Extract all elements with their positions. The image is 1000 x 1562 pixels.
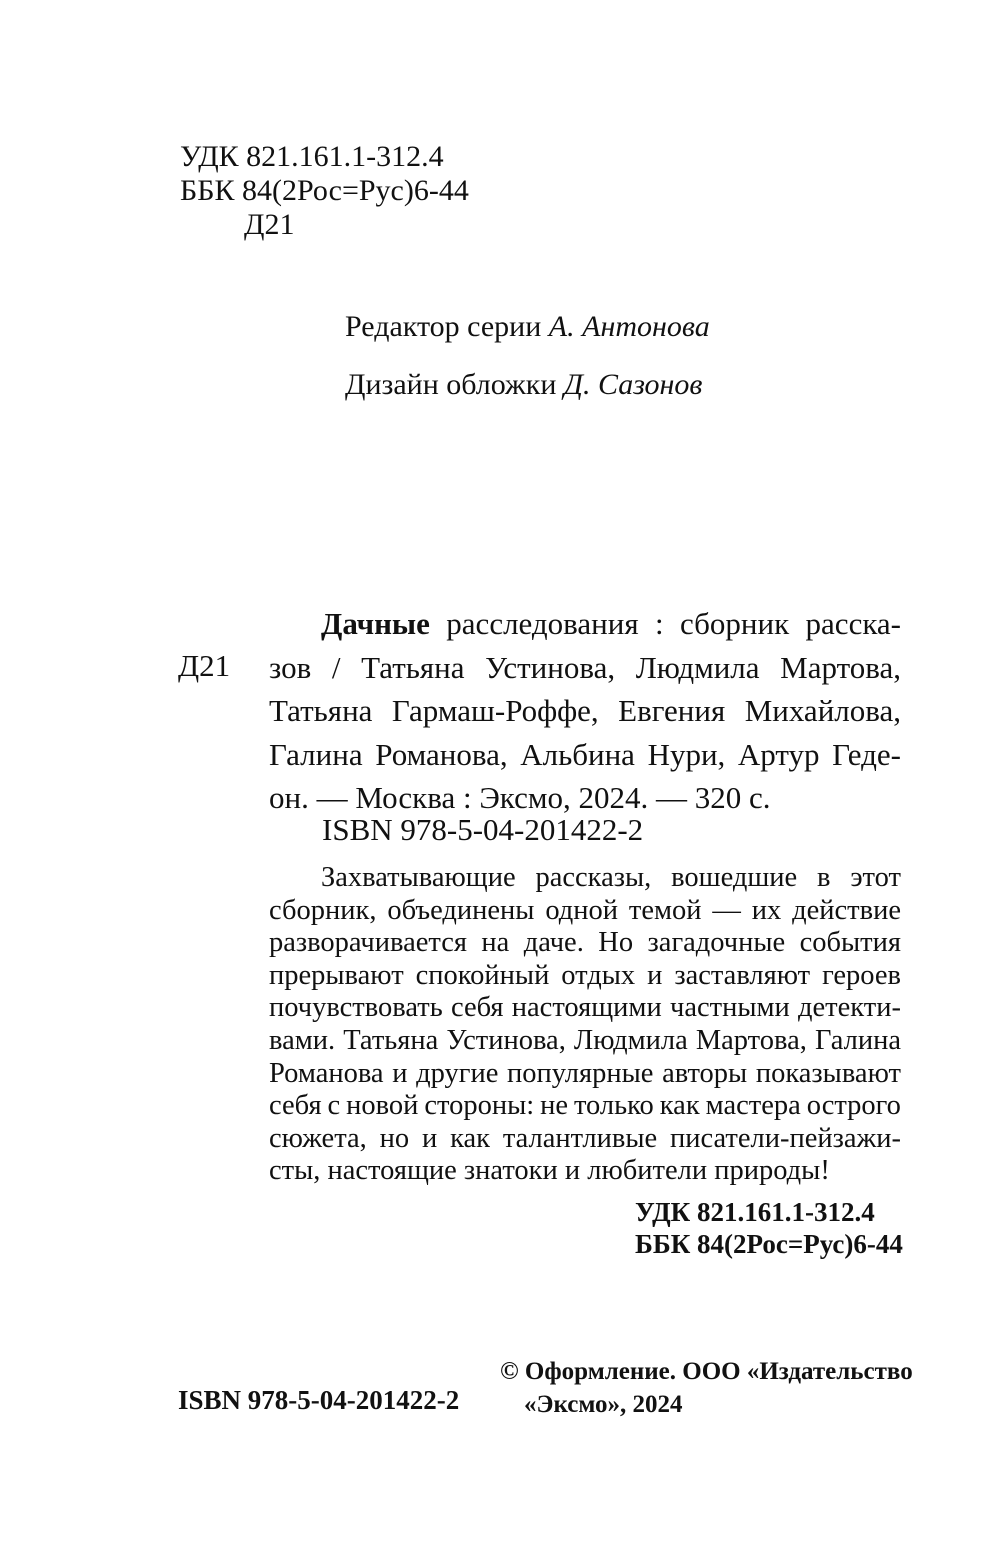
annotation-word: вошедшие [671,862,798,893]
copyright-notice [500,1355,913,1421]
annotation-line [269,862,901,895]
annotation-word: рассказы, [535,862,652,893]
annotation-word: даче. [523,927,584,959]
annotation-word: популярные [507,1057,654,1089]
series-editor-label: Редактор серии [345,310,542,343]
annotation-line [269,927,901,960]
annotation-word: вами. [269,1024,336,1056]
entry-word: расследования [446,606,639,641]
entry-line [269,602,901,646]
udk-code: УДК 821.161.1-312.4 [180,140,444,173]
annotation-word: Людмила [573,1024,688,1056]
annotation-word: писатели-пейзажи- [670,1122,901,1154]
entry-word: Евгения [618,693,726,728]
annotation-word: как [659,1090,700,1122]
annotation-word: стороны: [424,1090,535,1122]
cover-design-name: Д. Сазонов [563,368,703,401]
annotation-word: — [712,894,741,926]
annotation-word: сюжета, [269,1122,367,1154]
annotation-word: на [481,927,510,959]
annotation-word: частными [669,992,790,1024]
cover-design-line [345,368,710,426]
entry-title-bold: Дачные [321,606,430,641]
annotation-word: героев [822,959,901,991]
bibliographic-entry [269,602,901,820]
annotation-word: не [540,1090,569,1122]
annotation-word: и [647,959,663,991]
annotation-line [269,1123,901,1156]
annotation-line [269,1058,901,1091]
entry-word: Мартова, [780,649,901,685]
annotation-word: в [817,862,831,893]
classification-codes-top [180,140,469,242]
entry-word: Татьяна [361,649,465,685]
annotation-line [269,1025,901,1058]
series-editor-line [345,310,710,368]
annotation-word: загадочные [647,927,786,959]
annotation-word: себя [450,992,504,1024]
entry-word: Романова, [375,736,508,772]
annotation-word: их [751,894,782,926]
annotation-word: Татьяна [343,1024,439,1056]
entry-line [269,689,901,733]
credits-block [345,310,710,426]
entry-word: Устинова, [485,649,616,685]
annotation-word: как [450,1122,491,1154]
series-editor-name: А. Антонова [548,310,710,343]
annotation-word: объединены [387,894,535,926]
annotation-word: себя [269,1090,322,1122]
annotation-word: темой [628,894,702,926]
annotation-word: талантливые [502,1122,658,1154]
annotation-text: сты, настоящие знатоки и любители природы! [269,1155,830,1187]
entry-word: Артур [737,736,820,772]
isbn-entry: ISBN 978-5-04-201422-2 [322,812,644,847]
annotation-word: заставляют [674,959,811,991]
annotation-word: Захватывающие [321,862,516,893]
annotation-line [269,1155,901,1188]
annotation-word: действие [792,894,901,926]
annotation-word: и [421,1122,438,1154]
entry-word: : [654,606,664,641]
entry-word: Людмила [635,649,760,685]
annotation-word: спокойный [415,959,550,991]
entry-word: Альбина [520,736,635,772]
annotation-word: прерывают [269,959,404,991]
bbk-code-bottom: ББК 84(2Рос=Рус)6-44 [635,1229,903,1259]
annotation-word: разворачивается [269,927,467,959]
annotation-word: но [379,1122,410,1154]
entry-word: Гармаш-Роффе, [391,693,599,728]
annotation-line [269,895,901,928]
annotation-word: и [392,1057,408,1089]
annotation-word: только [573,1090,654,1122]
entry-marker: Д21 [178,648,231,683]
annotation-line [269,992,901,1025]
annotation-word: Устинова, [446,1024,566,1056]
annotation-line [269,960,901,993]
copyright-line-1: © Оформление. ООО «Издательство [500,1358,913,1385]
annotation-word: Мартова, [695,1024,807,1056]
annotation-word: Галина [814,1024,901,1056]
entry-line [269,733,901,777]
entry-word: Геде- [832,736,901,772]
cover-design-label: Дизайн обложки [345,368,557,401]
classification-codes-bottom [635,1196,903,1260]
annotation-paragraph [269,862,901,1188]
entry-text: он. — Москва : Эксмо, 2024. — 320 с. [269,780,771,815]
udk-code-bottom: УДК 821.161.1-312.4 [635,1197,875,1227]
annotation-word: новой [346,1090,419,1122]
annotation-word: детекти- [798,992,901,1024]
annotation-word: Но [598,927,634,959]
annotation-word: сборник, [269,894,377,926]
copyright-line-2: «Эксмо», 2024 [524,1391,683,1418]
annotation-word: Романова [269,1057,384,1089]
entry-word: Галина [269,736,363,772]
annotation-word: события [799,927,901,959]
annotation-word: отдых [561,959,636,991]
author-mark: Д21 [244,208,295,241]
annotation-word: почувствовать [269,992,443,1024]
entry-word: / [331,649,341,685]
entry-word: расска- [805,606,901,641]
bbk-code: ББК 84(2Рос=Рус)6-44 [180,174,469,207]
annotation-word: другие [416,1057,499,1089]
isbn-bottom: ISBN 978-5-04-201422-2 [178,1385,460,1415]
annotation-word: мастера [705,1090,801,1122]
annotation-word: авторы [662,1057,748,1089]
annotation-line [269,1090,901,1123]
entry-word: Нури, [647,736,726,772]
entry-word: Михайлова, [744,693,901,728]
annotation-word: показывают [755,1057,901,1089]
annotation-word: острого [806,1090,901,1122]
entry-word: Татьяна [269,693,373,728]
entry-line [269,646,901,690]
annotation-word: настоящими [511,992,662,1024]
annotation-word: одной [545,894,618,926]
entry-word: сборник [680,606,790,641]
entry-word: зов [269,649,312,685]
annotation-word: с [327,1090,341,1122]
annotation-word: этот [850,862,901,893]
